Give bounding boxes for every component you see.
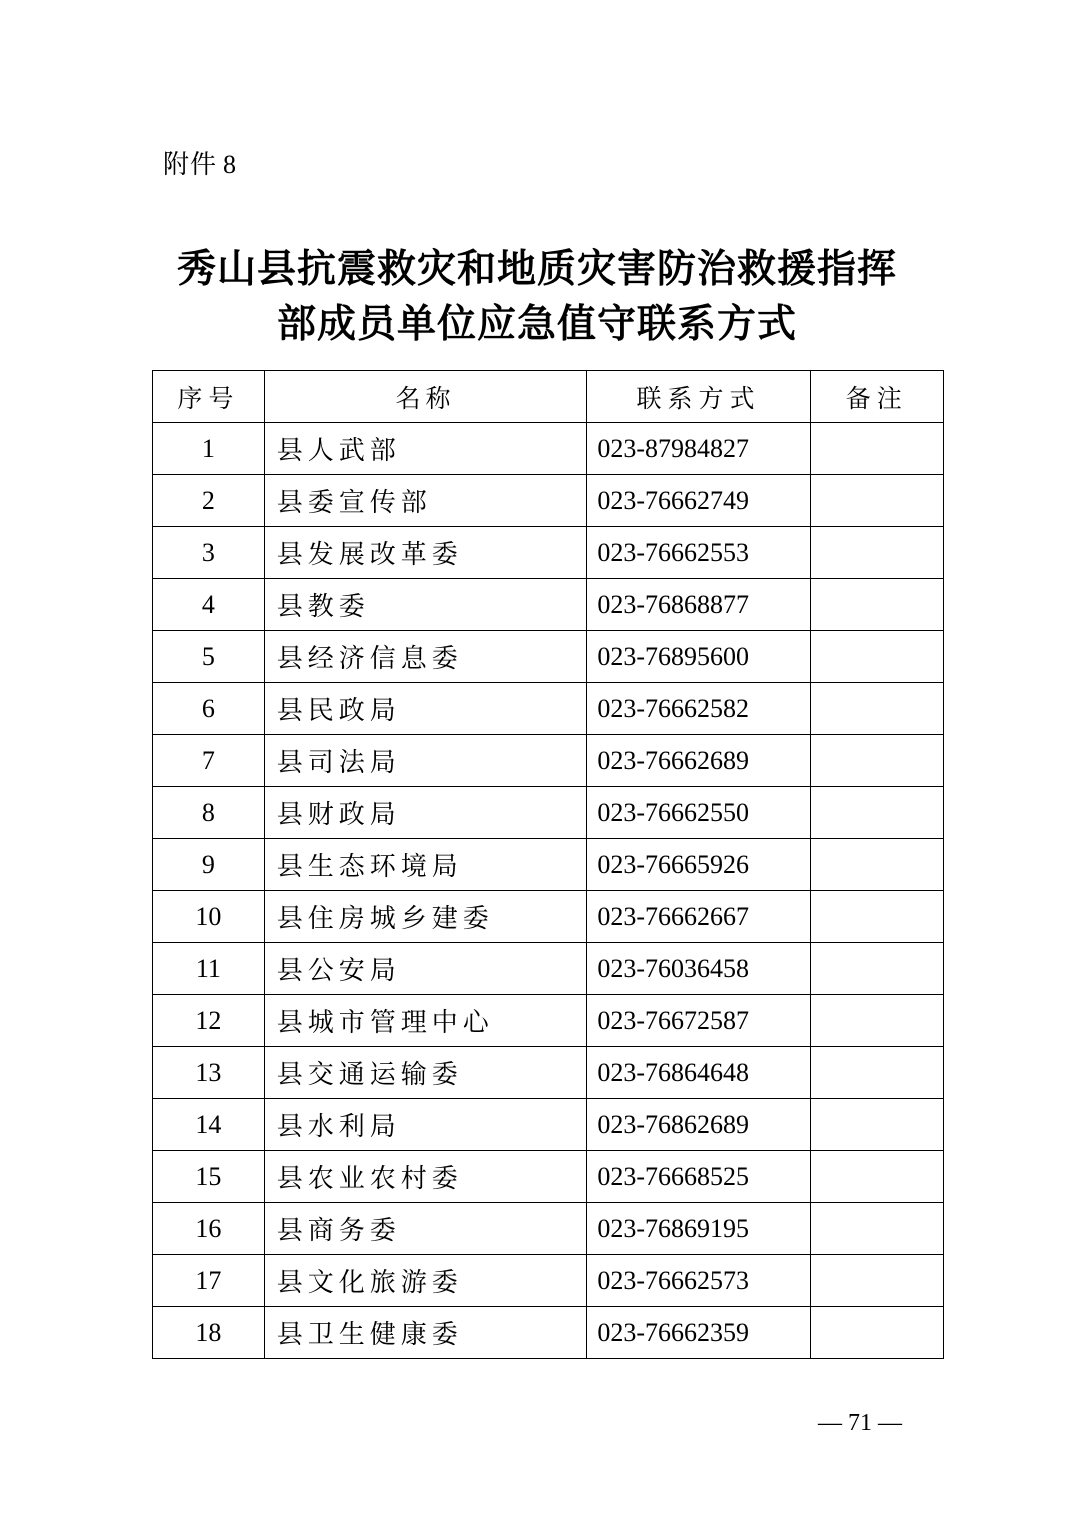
table-row xyxy=(153,423,944,475)
table-row xyxy=(153,1047,944,1099)
note-cell xyxy=(810,423,943,475)
attachment-label xyxy=(163,144,237,181)
table-row xyxy=(153,839,944,891)
note-cell xyxy=(810,631,943,683)
phone-number: 023-87984827 xyxy=(587,423,810,475)
row-number: 10 xyxy=(153,891,265,943)
table-row xyxy=(153,683,944,735)
page-title-line-1: 秀山县抗震救灾和地质灾害防治救援指挥 xyxy=(176,247,897,292)
phone-number: 023-76895600 xyxy=(587,631,810,683)
note-cell xyxy=(810,1151,943,1203)
note-cell xyxy=(810,683,943,735)
unit-name: 县财政局 xyxy=(264,787,587,839)
table-row xyxy=(153,735,944,787)
row-number: 5 xyxy=(153,631,265,683)
phone-number: 023-76662667 xyxy=(587,891,810,943)
unit-name: 县文化旅游委 xyxy=(264,1255,587,1307)
row-number: 8 xyxy=(153,787,265,839)
attachment-number: 8 xyxy=(223,150,238,179)
note-cell xyxy=(810,1307,943,1359)
unit-name: 县水利局 xyxy=(264,1099,587,1151)
note-cell xyxy=(810,787,943,839)
phone-number: 023-76868877 xyxy=(587,579,810,631)
row-number: 12 xyxy=(153,995,265,1047)
header-name: 名称 xyxy=(264,371,587,423)
note-cell xyxy=(810,1255,943,1307)
phone-number: 023-76662573 xyxy=(587,1255,810,1307)
row-number: 9 xyxy=(153,839,265,891)
note-cell xyxy=(810,475,943,527)
table-row xyxy=(153,1255,944,1307)
table-row xyxy=(153,943,944,995)
table-row xyxy=(153,787,944,839)
row-number: 17 xyxy=(153,1255,265,1307)
unit-name: 县委宣传部 xyxy=(264,475,587,527)
table-header-row xyxy=(153,371,944,423)
table-row xyxy=(153,579,944,631)
row-number: 1 xyxy=(153,423,265,475)
row-number: 15 xyxy=(153,1151,265,1203)
note-cell xyxy=(810,1203,943,1255)
note-cell xyxy=(810,943,943,995)
note-cell xyxy=(810,995,943,1047)
note-cell xyxy=(810,527,943,579)
phone-number: 023-76662749 xyxy=(587,475,810,527)
table-row xyxy=(153,1203,944,1255)
unit-name: 县教委 xyxy=(264,579,587,631)
note-cell xyxy=(810,1047,943,1099)
header-contact: 联系方式 xyxy=(587,371,810,423)
unit-name: 县城市管理中心 xyxy=(264,995,587,1047)
row-number: 16 xyxy=(153,1203,265,1255)
row-number: 2 xyxy=(153,475,265,527)
phone-number: 023-76672587 xyxy=(587,995,810,1047)
unit-name: 县经济信息委 xyxy=(264,631,587,683)
phone-number: 023-76862689 xyxy=(587,1099,810,1151)
note-cell xyxy=(810,1099,943,1151)
table-row xyxy=(153,995,944,1047)
attachment-text: 附件 xyxy=(163,150,218,180)
row-number: 14 xyxy=(153,1099,265,1151)
note-cell xyxy=(810,839,943,891)
phone-number: 023-76662582 xyxy=(587,683,810,735)
row-number: 6 xyxy=(153,683,265,735)
phone-number: 023-76662359 xyxy=(587,1307,810,1359)
contact-table xyxy=(152,370,944,1359)
row-number: 4 xyxy=(153,579,265,631)
row-number: 3 xyxy=(153,527,265,579)
table-row xyxy=(153,1099,944,1151)
unit-name: 县司法局 xyxy=(264,735,587,787)
table-row xyxy=(153,891,944,943)
header-note: 备注 xyxy=(810,371,943,423)
note-cell xyxy=(810,735,943,787)
unit-name: 县发展改革委 xyxy=(264,527,587,579)
row-number: 11 xyxy=(153,943,265,995)
table-row xyxy=(153,475,944,527)
row-number: 13 xyxy=(153,1047,265,1099)
phone-number: 023-76662553 xyxy=(587,527,810,579)
row-number: 18 xyxy=(153,1307,265,1359)
table-row xyxy=(153,1307,944,1359)
unit-name: 县人武部 xyxy=(264,423,587,475)
phone-number: 023-76662689 xyxy=(587,735,810,787)
row-number: 7 xyxy=(153,735,265,787)
note-cell xyxy=(810,891,943,943)
table-row xyxy=(153,1151,944,1203)
page-number: — 71 — xyxy=(818,1410,902,1436)
header-no: 序号 xyxy=(153,371,265,423)
phone-number: 023-76036458 xyxy=(587,943,810,995)
phone-number: 023-76665926 xyxy=(587,839,810,891)
phone-number: 023-76668525 xyxy=(587,1151,810,1203)
table-row xyxy=(153,631,944,683)
page-title-line-2: 部成员单位应急值守联系方式 xyxy=(276,302,797,347)
unit-name: 县农业农村委 xyxy=(264,1151,587,1203)
unit-name: 县公安局 xyxy=(264,943,587,995)
table-row xyxy=(153,527,944,579)
unit-name: 县生态环境局 xyxy=(264,839,587,891)
unit-name: 县民政局 xyxy=(264,683,587,735)
phone-number: 023-76864648 xyxy=(587,1047,810,1099)
unit-name: 县商务委 xyxy=(264,1203,587,1255)
phone-number: 023-76869195 xyxy=(587,1203,810,1255)
phone-number: 023-76662550 xyxy=(587,787,810,839)
unit-name: 县住房城乡建委 xyxy=(264,891,587,943)
note-cell xyxy=(810,579,943,631)
unit-name: 县卫生健康委 xyxy=(264,1307,587,1359)
unit-name: 县交通运输委 xyxy=(264,1047,587,1099)
